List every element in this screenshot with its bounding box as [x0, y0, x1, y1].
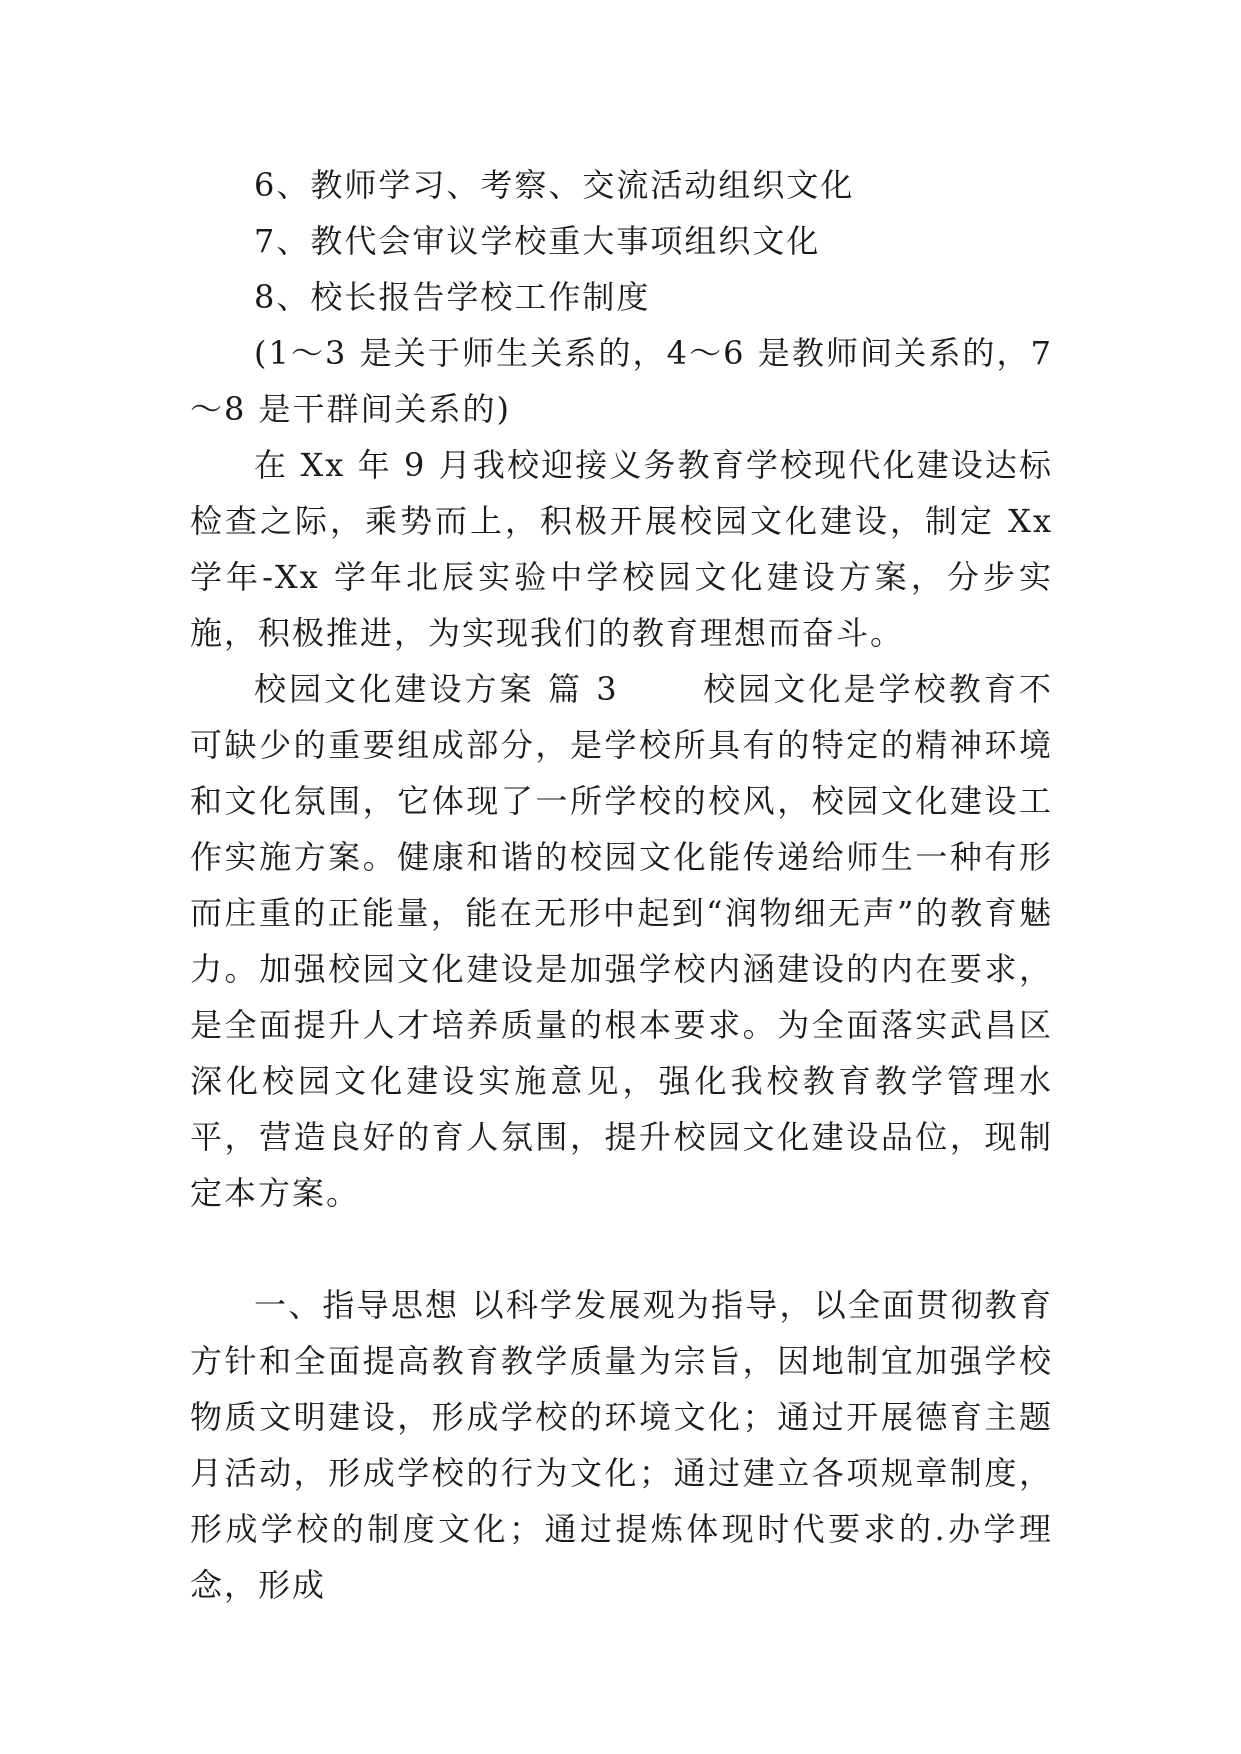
- paragraph-item-6: 6、教师学习、考察、交流活动组织文化: [254, 166, 855, 204]
- paragraph-item-7: 7、教代会审议学校重大事项组织文化: [254, 222, 821, 260]
- paragraph-section-3: 校园文化建设方案 篇 3 校园文化是学校教育不可缺少的重要组成部分，是学校所具有的特定的精神环境和文化氛围，它体现了一所学校的校风，校园文化建设工作实施方案。健康和谐的校园文化能传递给师生一种有形而庄重的正能量，能在无形中起到“润物细无声”的教育魅力。加强校园文化建设是加强学校内涵建设的内在要求，是全面提升人才培养质量的根本要求。为全面落实武昌区深化校园文化建设实施意见，强化我校教育教学管理水平，营造良好的育人氛围，提升校园文化建设品位，现制定本方案。: [190, 670, 1053, 1212]
- document-body: [190, 157, 1053, 1613]
- paragraph-item-8: 8、校长报告学校工作制度: [254, 278, 651, 316]
- paragraph-note: (1～3 是关于师生关系的，4～6 是教师间关系的，7～8 是干群间关系的): [190, 334, 1053, 428]
- paragraph-spacer: [190, 1221, 1053, 1277]
- paragraph-guiding-thought: 一、指导思想 以科学发展观为指导，以全面贯彻教育方针和全面提高教育教学质量为宗旨，因地制宜加强学校物质文明建设，形成学校的环境文化；通过开展德育主题月活动，形成学校的行为文化；通过建立各项规章制度，形成学校的制度文化；通过提炼体现时代要求的.办学理念，形成: [190, 1286, 1053, 1604]
- paragraph-intro: 在 Xx 年 9 月我校迎接义务教育学校现代化建设达标检查之际，乘势而上，积极开展校园文化建设，制定 Xx 学年-Xx 学年北辰实验中学校园文化建设方案，分步实施，积极推进，为实现我们的教育理想而奋斗。: [190, 446, 1053, 652]
